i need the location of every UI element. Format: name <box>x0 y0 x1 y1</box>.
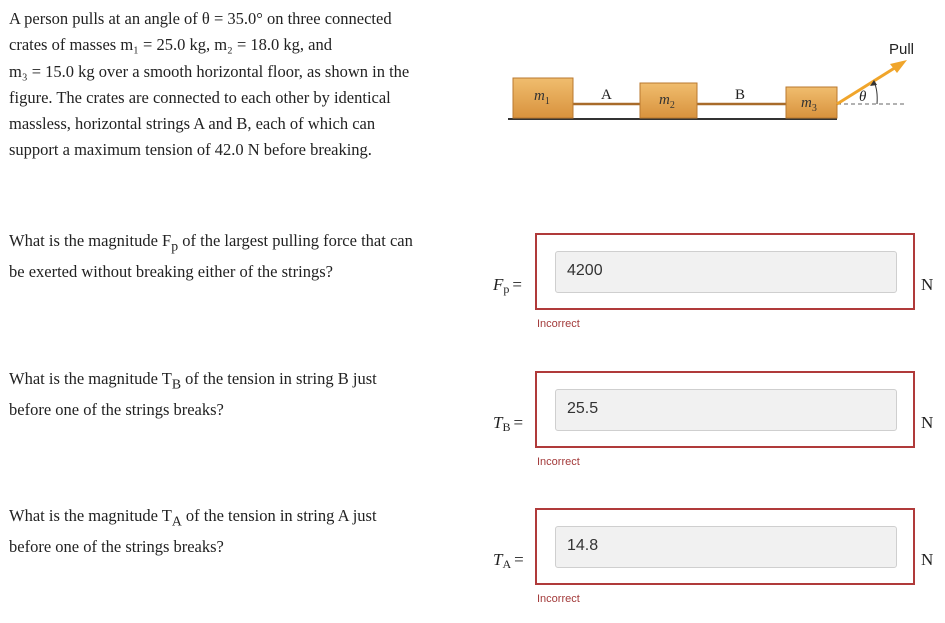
problem-statement <box>9 6 459 164</box>
question-line: What is the magnitude $T_A$ of the tension in string A just <box>9 506 377 529</box>
question-tb <box>9 366 469 423</box>
question-line: be exerted without breaking either of the strings? <box>9 262 333 282</box>
question-line: What is the magnitude $F_p$ of the largest pulling force that can <box>9 231 413 254</box>
unit-label: N <box>921 550 934 569</box>
answer-input-fp[interactable]: 4200 <box>555 251 897 293</box>
crates-diagram <box>505 38 915 128</box>
question-line: before one of the strings breaks? <box>9 400 224 420</box>
incorrect-status: Incorrect <box>537 318 580 330</box>
answer-box-fp <box>535 233 915 310</box>
unit-label: N <box>921 275 934 294</box>
crate-m1-label: $m_1$ <box>534 88 550 107</box>
incorrect-status: Incorrect <box>537 593 580 605</box>
crates-figure <box>505 38 915 128</box>
answer-box-ta <box>535 508 915 585</box>
answer-box-tb <box>535 371 915 448</box>
string-a-label: A <box>601 87 612 103</box>
string-b-label: B <box>735 87 746 103</box>
crate-m2-label: $m_2$ <box>659 92 675 111</box>
angle-label: θ <box>859 89 867 105</box>
incorrect-status: Incorrect <box>537 456 580 468</box>
answer-label-fp: Fp = <box>493 275 522 296</box>
answer-label-ta: TA = <box>493 550 524 571</box>
answer-label-tb: TB = <box>493 413 524 434</box>
pull-arrow-shaft <box>837 64 901 104</box>
problem-line: massless, horizontal strings A and B, each of which can <box>9 114 376 134</box>
question-line: before one of the strings breaks? <box>9 537 224 557</box>
question-line: What is the magnitude $T_B$ of the tension in string B just <box>9 369 377 392</box>
question-fp <box>9 228 469 285</box>
unit-label: N <box>921 413 934 432</box>
problem-line: support a maximum tension of 42.0 N before breaking. <box>9 140 372 160</box>
problem-line: m₃ = 15.0 kg over a smooth horizontal floor, as shown in the <box>9 61 410 81</box>
problem-line: figure. The crates are connected to each other by identical <box>9 87 391 107</box>
problem-line: A person pulls at an angle of θ = 35.0° on three connected <box>9 9 392 28</box>
answer-input-tb[interactable]: 25.5 <box>555 389 897 431</box>
crate-m3-label: $m_3$ <box>801 95 817 114</box>
pull-label: Pull <box>889 41 915 58</box>
question-ta <box>9 503 469 560</box>
answer-input-ta[interactable]: 14.8 <box>555 526 897 568</box>
problem-line: crates of masses m₁ = 25.0 kg, m₂ = 18.0 kg, and <box>9 35 332 55</box>
